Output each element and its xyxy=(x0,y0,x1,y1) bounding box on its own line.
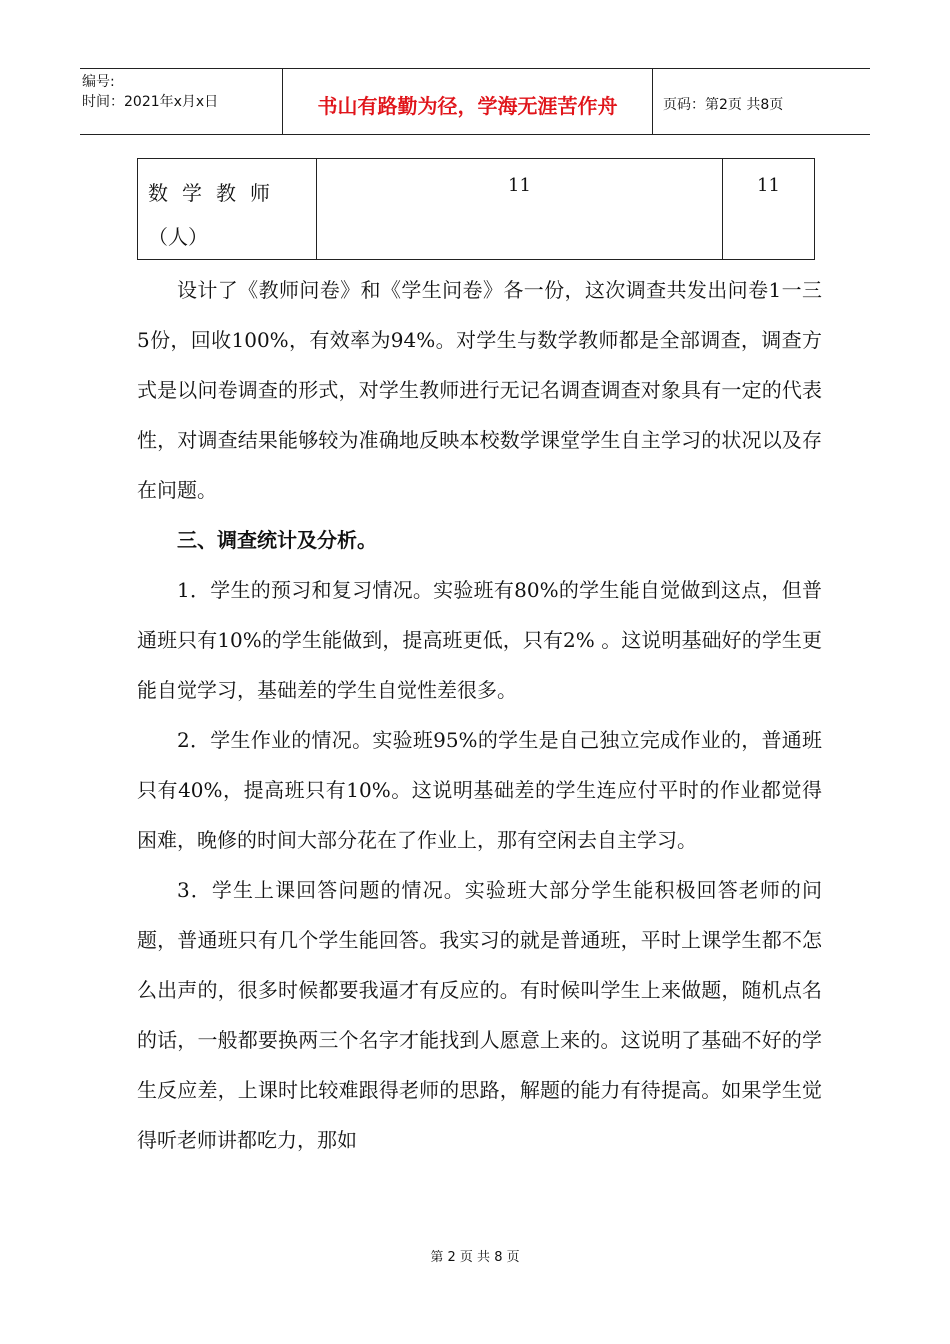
page-footer: 第 2 页 共 8 页 xyxy=(430,1250,520,1265)
paragraph-homework: 2．学生作业的情况。实验班95%的学生是自己独立完成作业的，普通班只有40%，提高班只有10%。这说明基础差的学生连应付平时的作业都觉得困难，晚修的时间大部分花在了作业上，那有空闲去自主学习。 xyxy=(137,728,822,852)
paragraph-preview-review: 1．学生的预习和复习情况。实验班有80%的学生能自觉做到这点，但普通班只有10%的学生能做到，提高班更低，只有2% 。这说明基础好的学生更能自觉学习，基础差的学生自觉性差很多。 xyxy=(137,578,822,702)
table-row xyxy=(138,159,815,260)
teacher-count-table xyxy=(137,158,815,260)
header-page-code: 页码：第2页 共8页 xyxy=(663,96,784,113)
document-date: 时间：2021年x月x日 xyxy=(82,94,219,110)
paragraph-answering-questions: 3．学生上课回答问题的情况。实验班大部分学生能积极回答老师的问题，普通班只有几个学生能回答。我实习的就是普通班，平时上课学生都不怎么出声的，很多时候都要我逼才有反应的。有时候叫学生上来做题，随机点名的话，一般都要换两三个名字才能找到人愿意上来的。这说明了基础不好的学生反应差，上课时比较难跟得老师的思路，解题的能力有待提高。如果学生觉得听老师讲都吃力，那如 xyxy=(137,878,822,1152)
document-body xyxy=(137,265,822,1165)
table-cell-value: 11 xyxy=(317,159,723,260)
section-heading: 三、调查统计及分析。 xyxy=(177,528,377,552)
header-motto: 书山有路勤为径，学海无涯苦作舟 xyxy=(283,69,653,134)
row-label-unit: （人） xyxy=(148,225,208,249)
header-meta xyxy=(80,69,283,134)
table-cell-value: 11 xyxy=(723,159,815,260)
page-header xyxy=(80,68,870,135)
paragraph-survey-design: 设计了《教师问卷》和《学生问卷》各一份，这次调查共发出问卷1一三5份，回收100%，有效率为94%。对学生与数学教师都是全部调查，调查方式是以问卷调查的形式，对学生教师进行无记名调查调查对象具有一定的代表性，对调查结果能够较为准确地反映本校数学课堂学生自主学习的状况以及存在问题。 xyxy=(137,278,822,502)
document-number-label: 编号: xyxy=(82,74,115,90)
table-row-label xyxy=(138,159,317,260)
row-label-main: 数学教师 xyxy=(148,181,284,205)
